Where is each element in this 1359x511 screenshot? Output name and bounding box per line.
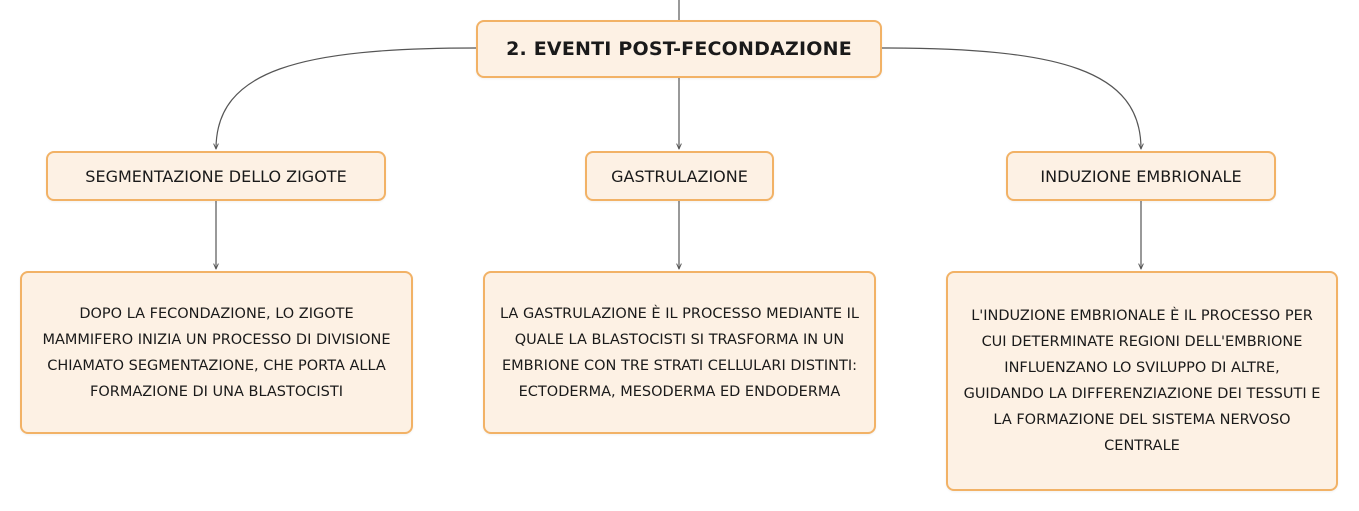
root-topic-label: 2. EVENTI POST-FECONDAZIONE (506, 38, 852, 60)
branch-title-segmentazione: SEGMENTAZIONE DELLO ZIGOTE (85, 166, 347, 186)
branch-node-gastrulazione[interactable] (585, 151, 774, 201)
description-node-segmentazione[interactable] (20, 271, 413, 434)
root-topic-node[interactable] (476, 20, 882, 78)
description-text-gastrulazione: LA GASTRULAZIONE È IL PROCESSO MEDIANTE IL QUALE LA BLASTOCISTI SI TRASFORMA IN UN EMBRIONE CON TRE STRATI CELLULARI DISTINTI: ECTODERMA, MESODERMA ED ENDODERMA (500, 305, 859, 400)
connector-root-to-segmentazione (216, 48, 476, 149)
description-node-gastrulazione[interactable] (483, 271, 876, 434)
description-text-segmentazione: DOPO LA FECONDAZIONE, LO ZIGOTE MAMMIFERO INIZIA UN PROCESSO DI DIVISIONE CHIAMATO SEGMENTAZIONE, CHE PORTA ALLA FORMAZIONE DI UNA BLASTOCISTI (42, 305, 391, 400)
branch-node-segmentazione[interactable] (46, 151, 386, 201)
branch-title-gastrulazione: GASTRULAZIONE (611, 166, 748, 186)
branch-title-induzione: INDUZIONE EMBRIONALE (1040, 166, 1242, 186)
connector-root-to-induzione (882, 48, 1141, 149)
description-text-induzione: L'INDUZIONE EMBRIONALE È IL PROCESSO PER CUI DETERMINATE REGIONI DELL'EMBRIONE INFLUENZANO LO SVILUPPO DI ALTRE, GUIDANDO LA DIFFERENZIAZIONE DEI TESSUTI E LA FORMAZIONE DEL SISTEMA NERVOSO CENTRALE (963, 308, 1321, 454)
branch-node-induzione[interactable] (1006, 151, 1276, 201)
description-node-induzione[interactable] (946, 271, 1338, 491)
